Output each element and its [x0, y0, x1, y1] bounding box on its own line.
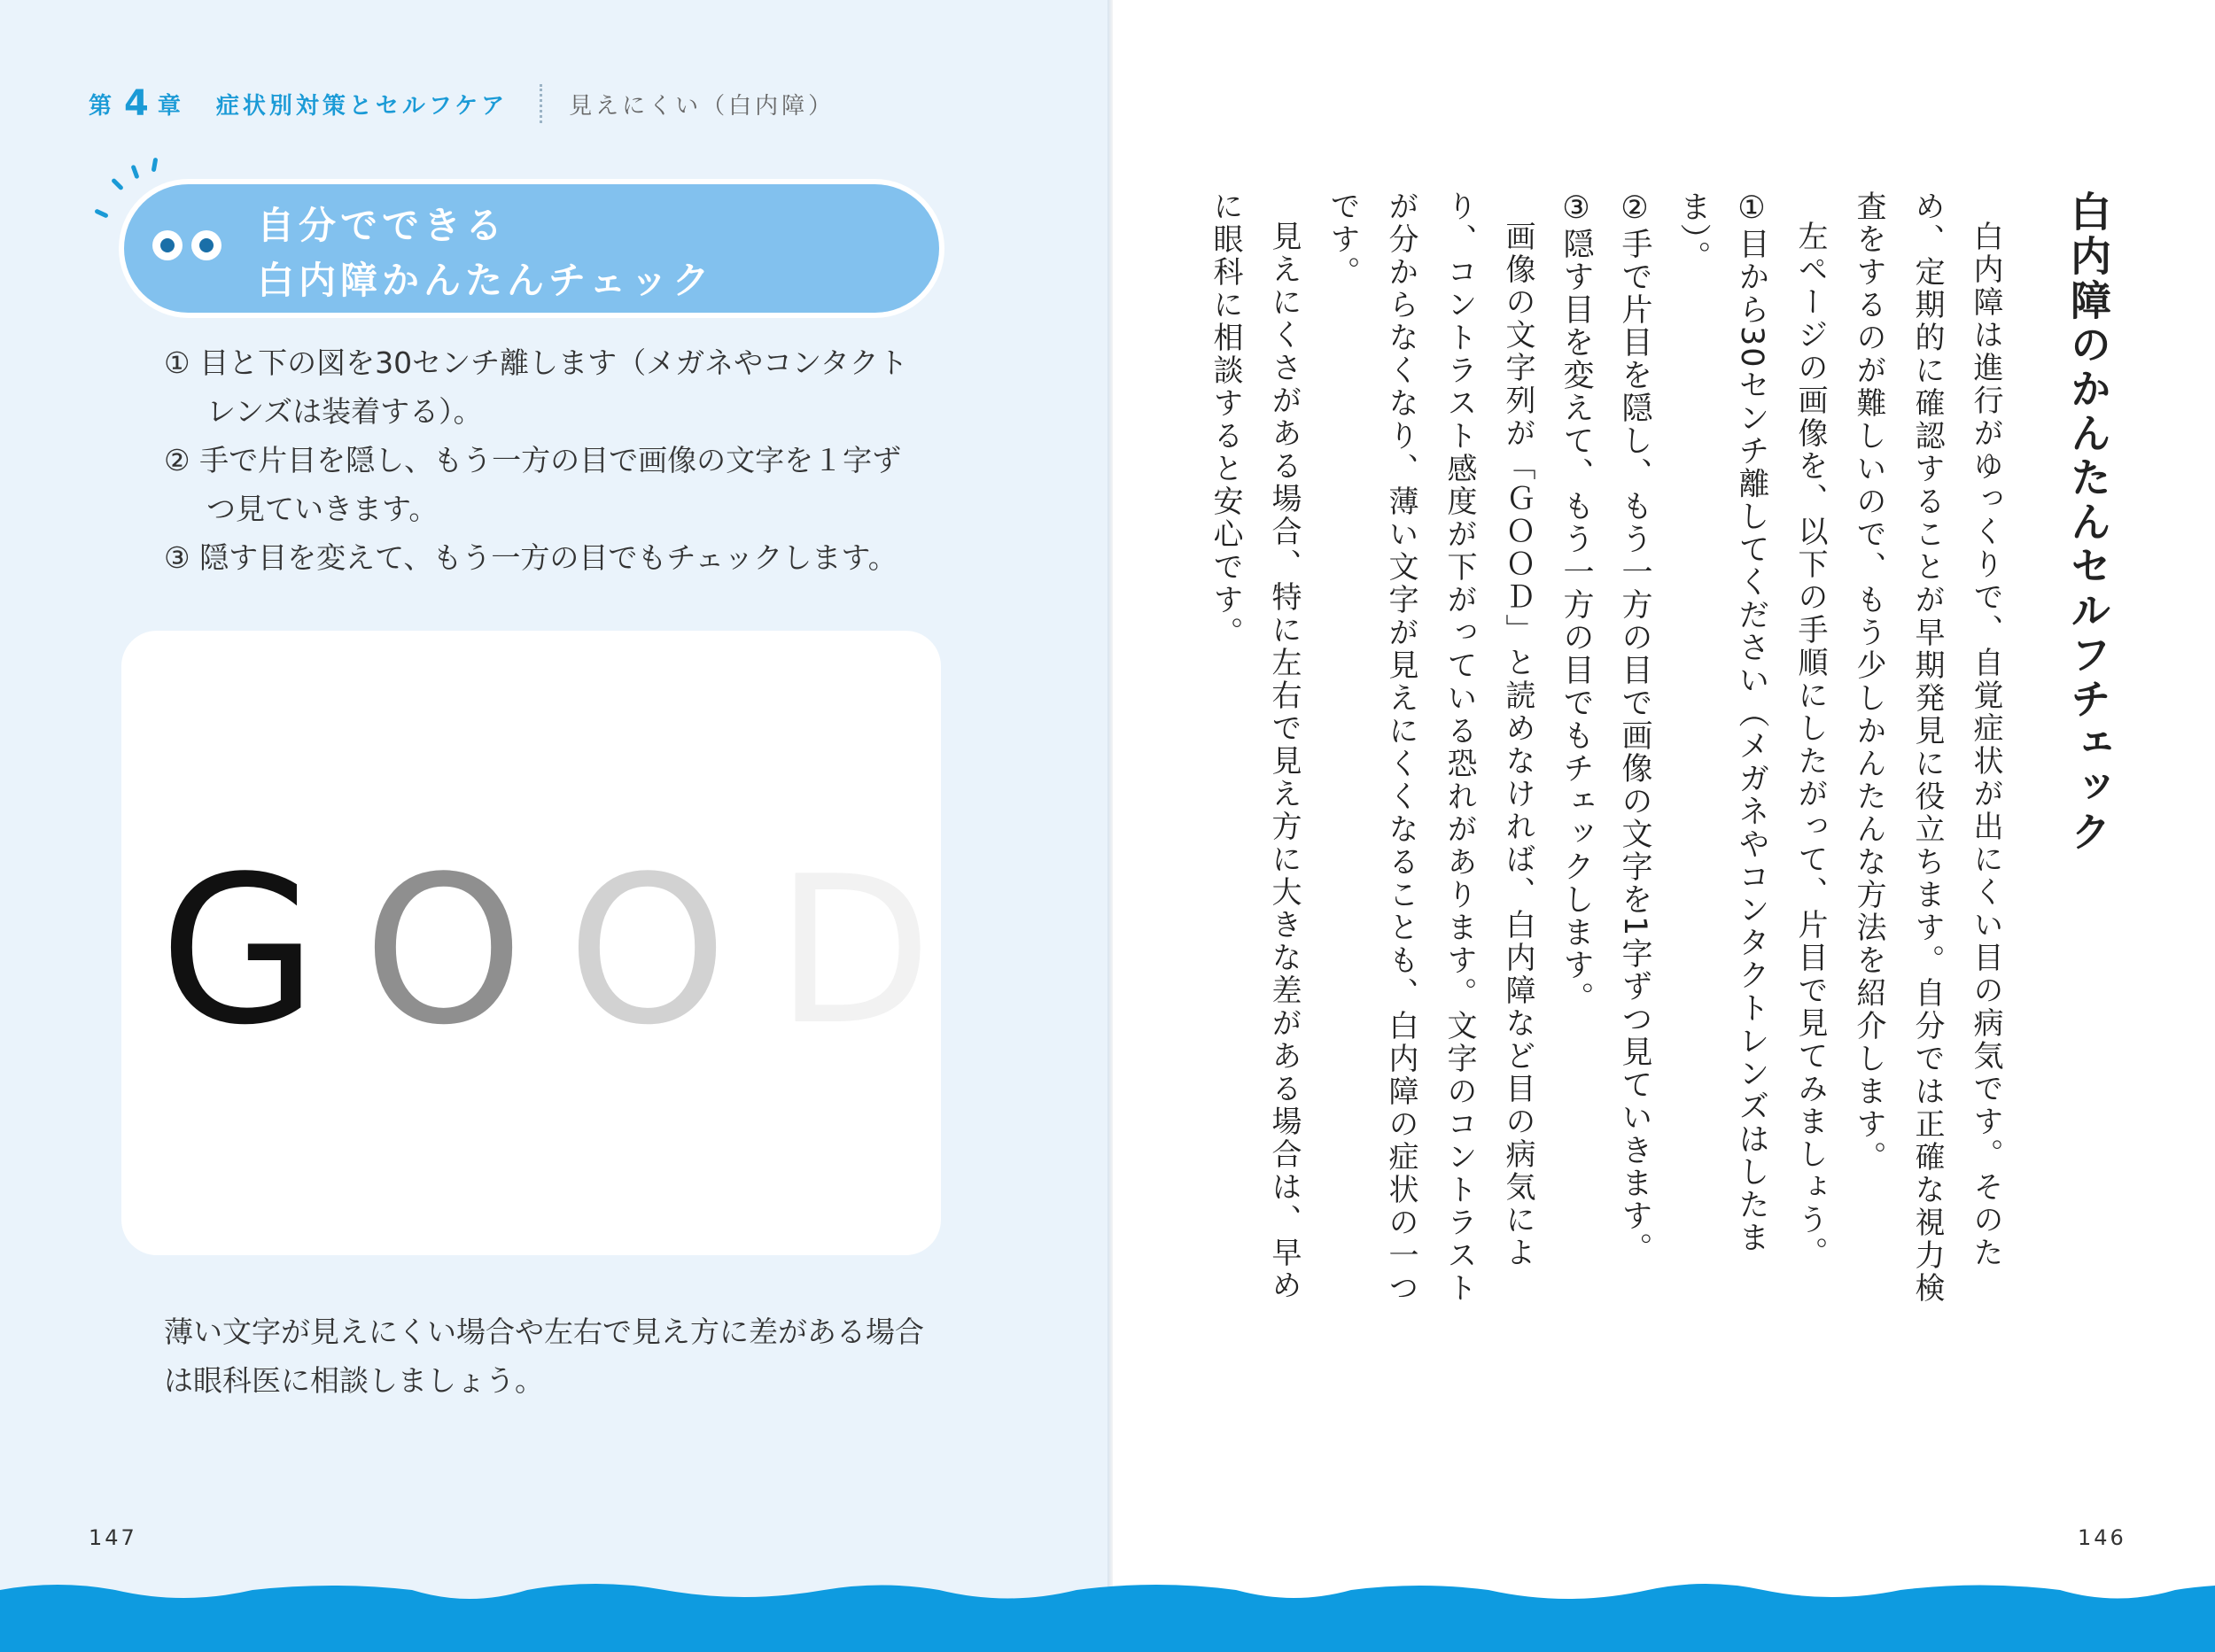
test-letter-d: D [775, 834, 933, 1070]
chapter-title: 症状別対策とセルフケア [215, 92, 509, 120]
instruction-item: ② 手で片目を隠し、もう一方の目で画像の文字を１字ずつ見ていきます。 [164, 443, 902, 526]
running-header [89, 81, 835, 126]
article-step-1: ①目から30センチ離してください（メガネやコンタクトレンズはしたまま）。 [1675, 190, 1769, 1254]
page-number-right: 146 [2078, 1525, 2126, 1550]
article-paragraph-2: 画像の文字列が「ＧＯＯＤ」と読めなければ、白内障など目の病気により、コントラスト感度が下がっている恐れがあります。文字のコントラストが分からなくなり、薄い文字が見えにくくなることも、白内障の症状の一つです。 [1325, 190, 1535, 1305]
chapter-suffix: 章 [157, 92, 184, 120]
test-letter-g: G [159, 834, 318, 1070]
test-letter-o1: O [363, 834, 525, 1070]
article-step-2: ②手で片目を隠し、もう一方の目で画像の文字を1字ずつ見ていきます。 [1617, 190, 1652, 1266]
header-divider [540, 84, 542, 123]
article-intro: 白内障は進行がゆっくりで、自覚症状が出にくい目の病気です。そのため、定期的に確認することが早期発見に役立ちます。自分では正確な視力検査をするのが難しいので、もう少しかんたんな方法を紹介します。 [1851, 190, 2003, 1305]
heading-line-2: 白内障かんたんチェック [257, 259, 714, 302]
chapter-number: 4 [124, 83, 149, 124]
article-title: 白内障のかんたんセルフチェック [2064, 190, 2112, 855]
page-number-left: 147 [89, 1525, 137, 1550]
instruction-item: ① 目と下の図を30センチ離します（メガネやコンタクトレンズは装着する）。 [164, 345, 908, 429]
book-spine [1108, 0, 1113, 1652]
heading-banner [124, 184, 939, 313]
section-title: 見えにくい（白内障） [569, 92, 835, 120]
article-paragraph-3: 見えにくさがある場合、特に左右で見え方に大きな差がある場合は、早めに眼科に相談すると安心です。 [1208, 190, 1302, 1302]
heading-title [257, 198, 714, 308]
article-vertical [1196, 190, 2118, 1324]
article-step-3: ③隠す目を変えて、もう一方の目でもチェックします。 [1558, 190, 1594, 1014]
instruction-list [164, 338, 926, 582]
article-lead: 左ページの画像を、以下の手順にしたがって、片目で見てみましょう。 [1792, 221, 1828, 1269]
chapter-prefix: 第 [89, 92, 116, 120]
test-letter-o2: O [567, 834, 728, 1070]
advice-note: 薄い文字が見えにくい場合や左右で見え方に差がある場合は眼科医に相談しましょう。 [164, 1315, 924, 1398]
wave-footer [0, 1555, 2215, 1652]
heading-line-1: 自分でできる [257, 204, 508, 247]
eyes-icon [152, 230, 222, 260]
instruction-item: ③ 隠す目を変えて、もう一方の目でもチェックします。 [164, 540, 898, 575]
